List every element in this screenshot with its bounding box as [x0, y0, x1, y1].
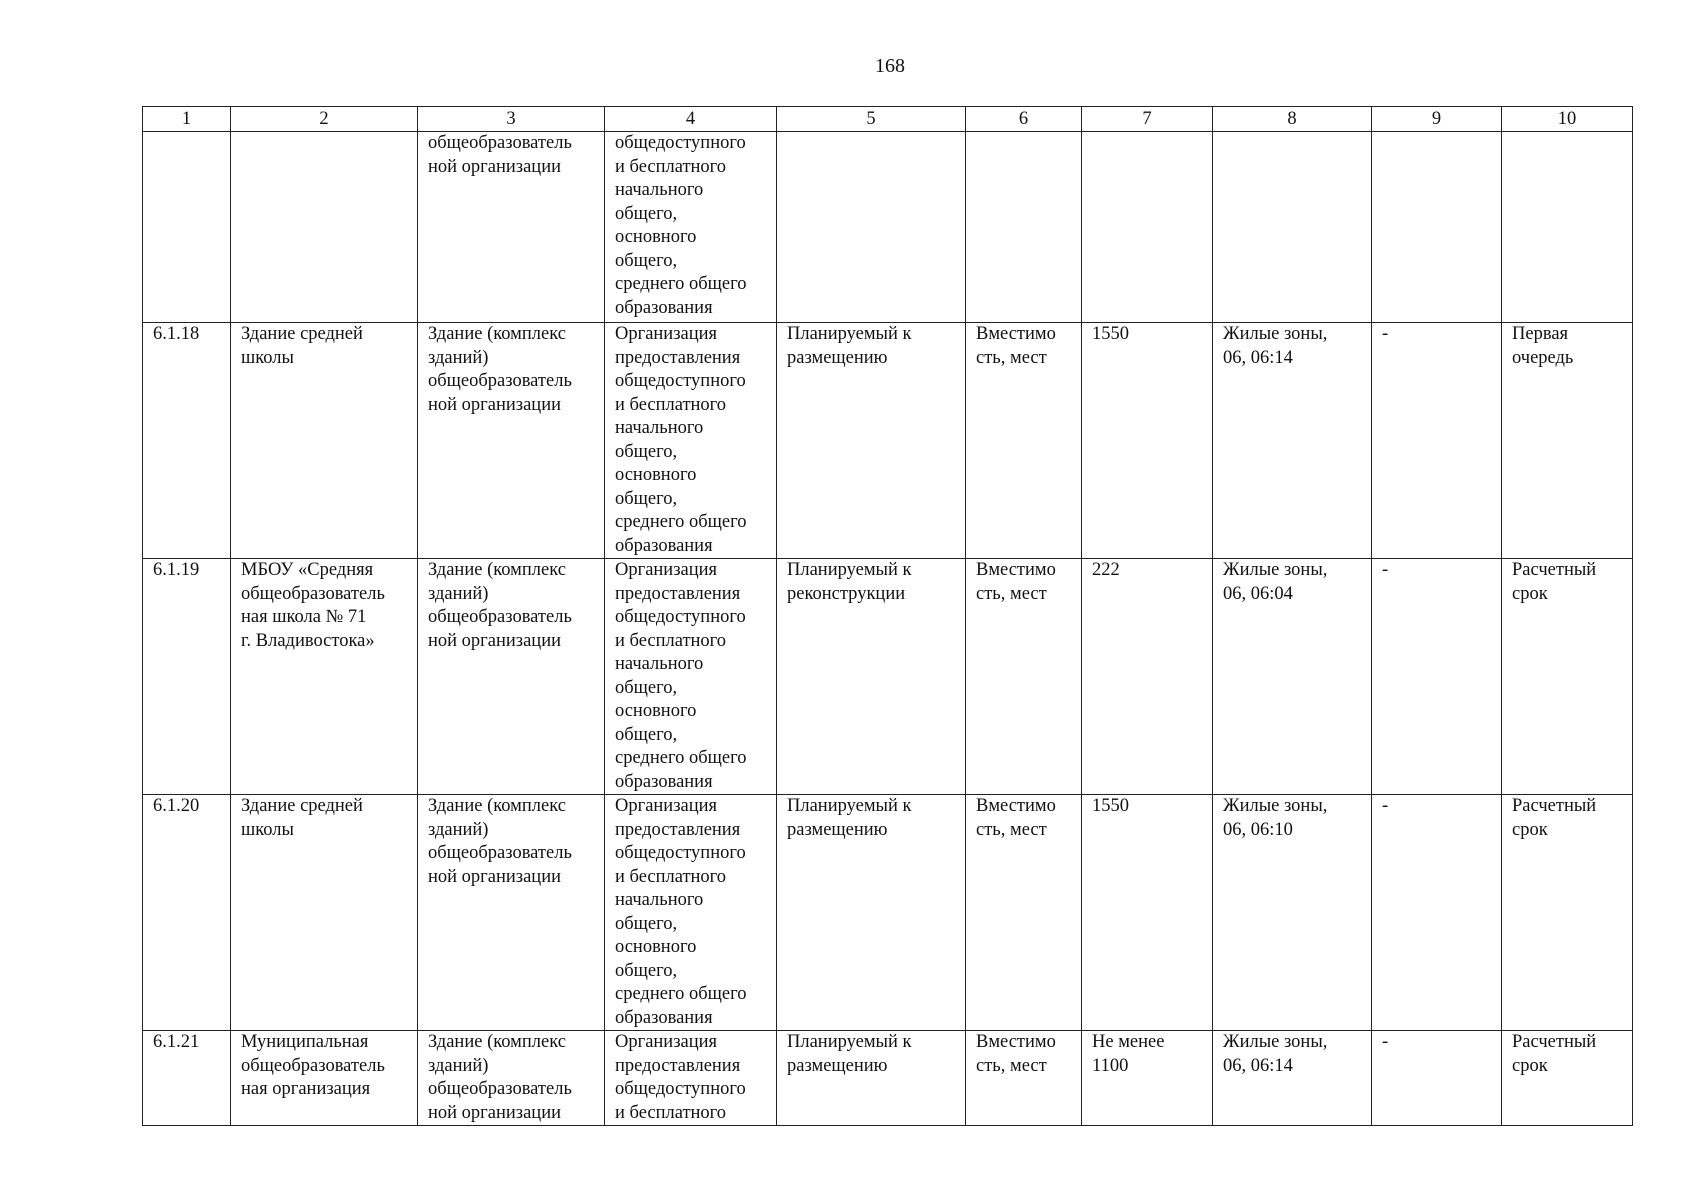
- table-row: [143, 795, 1633, 1031]
- column-header: 2: [231, 107, 418, 132]
- column-header: 7: [1082, 107, 1213, 132]
- item-zone: Жилые зоны, 06, 06:04: [1213, 559, 1372, 795]
- item-purpose: Организация предоставления общедоступного и бесплатного начального общего, основного общего, среднего общего образования: [605, 795, 777, 1031]
- item-value: 1550: [1082, 795, 1213, 1031]
- column-header: 3: [418, 107, 605, 132]
- item-col9: -: [1372, 323, 1502, 559]
- item-type: Здание (комплекс зданий) общеобразователь ной организации: [418, 559, 605, 795]
- item-status: Планируемый к размещению: [777, 795, 966, 1031]
- column-header: 9: [1372, 107, 1502, 132]
- column-header: 10: [1502, 107, 1633, 132]
- item-name: [231, 132, 418, 323]
- item-type: Здание (комплекс зданий) общеобразователь ной организации: [418, 323, 605, 559]
- item-number: [143, 132, 231, 323]
- item-value: 222: [1082, 559, 1213, 795]
- column-header: 5: [777, 107, 966, 132]
- item-zone: [1213, 132, 1372, 323]
- item-zone: Жилые зоны, 06, 06:14: [1213, 323, 1372, 559]
- item-stage: Первая очередь: [1502, 323, 1633, 559]
- item-stage: Расчетный срок: [1502, 795, 1633, 1031]
- item-name: Здание средней школы: [231, 323, 418, 559]
- item-name: МБОУ «Средняя общеобразователь ная школа № 71 г. Владивостока»: [231, 559, 418, 795]
- item-purpose: Организация предоставления общедоступного и бесплатного начального общего, основного общего, среднего общего образования: [605, 323, 777, 559]
- column-header: 1: [143, 107, 231, 132]
- item-type: Здание (комплекс зданий) общеобразователь ной организации: [418, 795, 605, 1031]
- item-parameter: [966, 132, 1082, 323]
- item-status: Планируемый к реконструкции: [777, 559, 966, 795]
- item-value: [1082, 132, 1213, 323]
- item-stage: Расчетный срок: [1502, 559, 1633, 795]
- table-row: [143, 132, 1633, 323]
- item-number: 6.1.20: [143, 795, 231, 1031]
- item-stage: Расчетный срок: [1502, 1031, 1633, 1126]
- page-number: 168: [875, 55, 905, 77]
- item-parameter: Вместимо сть, мест: [966, 1031, 1082, 1126]
- item-col9: -: [1372, 1031, 1502, 1126]
- item-value: Не менее 1100: [1082, 1031, 1213, 1126]
- item-zone: Жилые зоны, 06, 06:14: [1213, 1031, 1372, 1126]
- item-zone: Жилые зоны, 06, 06:10: [1213, 795, 1372, 1031]
- column-header: 8: [1213, 107, 1372, 132]
- facilities-table: [142, 106, 1633, 1126]
- item-number: 6.1.21: [143, 1031, 231, 1126]
- item-purpose: Организация предоставления общедоступного и бесплатного: [605, 1031, 777, 1126]
- item-number: 6.1.18: [143, 323, 231, 559]
- item-purpose: общедоступного и бесплатного начального общего, основного общего, среднего общего образования: [605, 132, 777, 323]
- item-status: Планируемый к размещению: [777, 323, 966, 559]
- item-number: 6.1.19: [143, 559, 231, 795]
- item-status: Планируемый к размещению: [777, 1031, 966, 1126]
- item-type: общеобразователь ной организации: [418, 132, 605, 323]
- item-parameter: Вместимо сть, мест: [966, 323, 1082, 559]
- item-col9: -: [1372, 559, 1502, 795]
- table-row: [143, 1031, 1633, 1126]
- item-status: [777, 132, 966, 323]
- item-name: Здание средней школы: [231, 795, 418, 1031]
- item-parameter: Вместимо сть, мест: [966, 559, 1082, 795]
- item-stage: [1502, 132, 1633, 323]
- item-type: Здание (комплекс зданий) общеобразователь ной организации: [418, 1031, 605, 1126]
- item-value: 1550: [1082, 323, 1213, 559]
- item-col9: -: [1372, 795, 1502, 1031]
- column-header: 4: [605, 107, 777, 132]
- item-col9: [1372, 132, 1502, 323]
- item-purpose: Организация предоставления общедоступного и бесплатного начального общего, основного общего, среднего общего образования: [605, 559, 777, 795]
- item-parameter: Вместимо сть, мест: [966, 795, 1082, 1031]
- table-header-row: [143, 107, 1633, 132]
- table-row: [143, 559, 1633, 795]
- item-name: Муниципальная общеобразователь ная организация: [231, 1031, 418, 1126]
- column-header: 6: [966, 107, 1082, 132]
- table-row: [143, 323, 1633, 559]
